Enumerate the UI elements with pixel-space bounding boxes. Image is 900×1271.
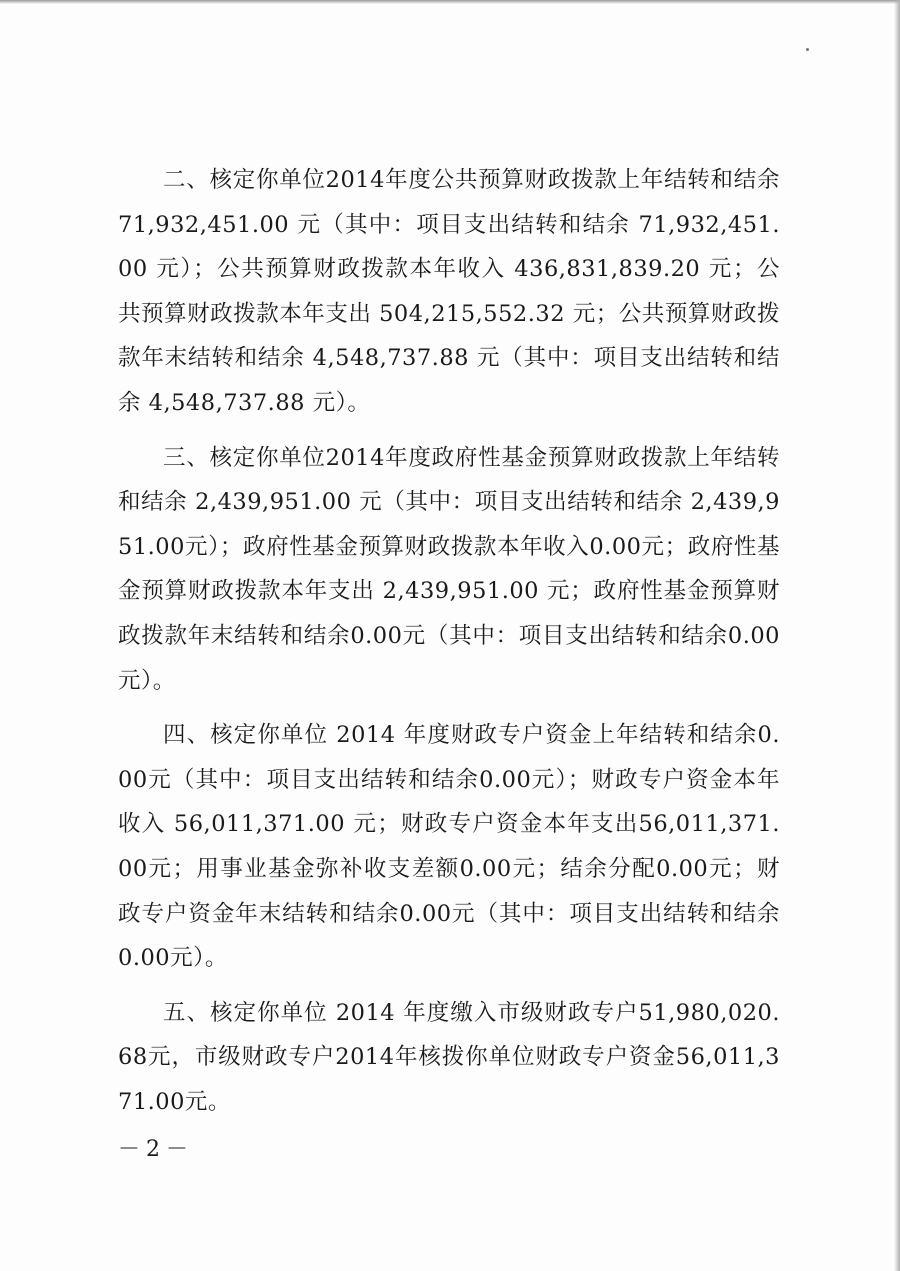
scan-speck — [806, 48, 809, 51]
scan-edge-right — [894, 0, 900, 1271]
paragraph-4: 四、核定你单位 2014 年度财政专户资金上年结转和结余0.00元（其中：项目支出结转和结余0.00元）；财政专户资金本年收入 56,011,371.00 元；财政专户资金本年支出56,011,371.00元；用事业基金弥补收支差额0.00元；结余分配0.00元；财政专户资金年末结转和结余0.00元（其中：项目支出结转和结余0.00元）。 — [118, 722, 780, 972]
page-number: －2－ — [118, 1137, 194, 1162]
paragraph-3: 三、核定你单位2014年度政府性基金预算财政拨款上年结转和结余 2,439,951.00 元（其中：项目支出结转和结余 2,439,951.00元）；政府性基金预算财政拨款本年收入0.00元；政府性基金预算财政拨款本年支出 2,439,951.00 元；政府性基金预算财政拨款年末结转和结余0.00元（其中：项目支出结转和结余0.00元）。 — [118, 444, 780, 694]
scan-edge-top — [0, 0, 900, 4]
paragraph-2: 二、核定你单位2014年度公共预算财政拨款上年结转和结余 71,932,451.00 元（其中：项目支出结转和结余 71,932,451.00 元）；公共预算财政拨款本年收入 436,831,839.20 元；公共预算财政拨款本年支出 504,215,552.32 元；公共预算财政拨款年末结转和结余 4,548,737.88 元（其中：项目支出结转和结余 4,548,737.88 元）。 — [118, 167, 780, 416]
document-body — [118, 158, 780, 1134]
paragraph-5: 五、核定你单位 2014 年度缴入市级财政专户51,980,020.68元，市级财政专户2014年核拨你单位财政专户资金56,011,371.00元。 — [118, 999, 780, 1115]
